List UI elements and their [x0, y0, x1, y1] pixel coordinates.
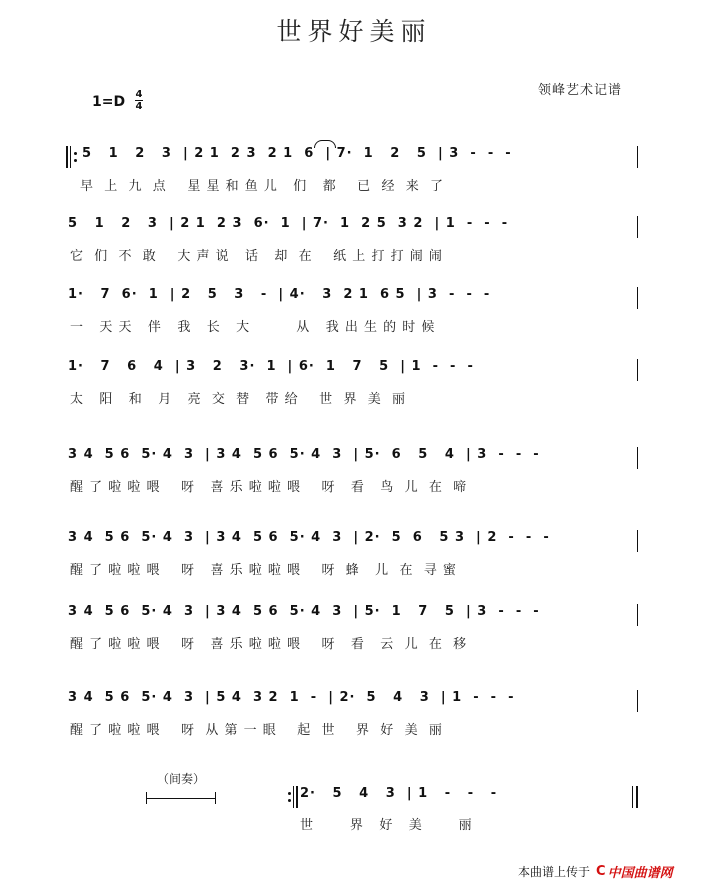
lyrics-row-2: 它 们 不 敢 大 声 说 话 却 在 纸 上 打 打 闹 闹 — [70, 249, 443, 263]
score-row-2 — [0, 216, 708, 276]
notes-row-2: 5 1 2 3 | 2 1 2 3 6· 1 | 7· 1 2 5 3 2 | 1 - - - — [68, 216, 509, 231]
transcriber-credit: 领峰艺术记谱 — [538, 83, 623, 98]
notes-row-4: 1· 7 6 4 | 3 2 3· 1 | 6· 1 7 5 | 1 - - - — [68, 359, 474, 374]
barline — [637, 447, 638, 469]
barline — [637, 604, 638, 626]
logo-mark-icon: C — [596, 863, 606, 879]
footer-text: 本曲谱上传于 — [518, 864, 591, 879]
lyrics-row-6: 醒 了 啦 啦 喂 呀 喜 乐 啦 啦 喂 呀 蜂 儿 在 寻 蜜 — [70, 563, 457, 577]
final-lyrics: 世 界 好 美 丽 — [300, 818, 473, 833]
song-title: 世界好美丽 — [276, 17, 432, 46]
score-row-3 — [0, 287, 708, 347]
key-signature: 1=D — [92, 94, 126, 110]
time-signature-top: 4 — [135, 89, 143, 100]
final-barline-thick — [636, 786, 638, 808]
barline — [637, 690, 638, 712]
tie-mark — [314, 140, 336, 148]
final-phrase — [0, 786, 708, 846]
score-row-8 — [0, 690, 708, 750]
lyrics-row-5: 醒 了 啦 啦 喂 呀 喜 乐 啦 啦 喂 呀 看 鸟 儿 在 啼 — [70, 480, 468, 494]
lyrics-row-1: 早 上 九 点 星 星 和 鱼 儿 们 都 已 经 来 了 — [80, 179, 444, 193]
barline — [637, 530, 638, 552]
final-barline-thin — [632, 786, 633, 808]
lyrics-row-8: 醒 了 啦 啦 喂 呀 从 第 一 眼 起 世 界 好 美 丽 — [70, 723, 443, 737]
score-row-7 — [0, 604, 708, 664]
barline — [637, 359, 638, 381]
site-logo[interactable] — [596, 862, 673, 881]
lyrics-row-3: 一 天 天 伴 我 长 大 从 我 出 生 的 时 候 — [70, 320, 436, 334]
barline — [637, 287, 638, 309]
lyrics-row-7: 醒 了 啦 啦 喂 呀 喜 乐 啦 啦 喂 呀 看 云 儿 在 移 — [70, 637, 468, 651]
final-notes: 2· 5 4 3 | 1 - - - — [300, 786, 498, 801]
notes-row-7: 3 4 5 6 5· 4 3 | 3 4 5 6 5· 4 3 | 5· 1 7 5 | 3 - - - — [68, 604, 540, 619]
notes-row-5: 3 4 5 6 5· 4 3 | 3 4 5 6 5· 4 3 | 5· 6 5 4 | 3 - - - — [68, 447, 540, 462]
interlude-label: （间奏） — [156, 772, 205, 786]
score-row-4 — [0, 359, 708, 419]
barline — [637, 216, 638, 238]
time-signature — [135, 89, 143, 112]
notes-row-6: 3 4 5 6 5· 4 3 | 3 4 5 6 5· 4 3 | 2· 5 6 5 3 | 2 - - - — [68, 530, 550, 545]
time-signature-bottom: 4 — [135, 101, 143, 112]
notes-row-8: 3 4 5 6 5· 4 3 | 5 4 3 2 1 - | 2· 5 4 3 | 1 - - - — [68, 690, 515, 705]
logo-text: 中国曲谱网 — [607, 865, 673, 881]
lyrics-row-4: 太 阳 和 月 亮 交 替 带 给 世 界 美 丽 — [70, 392, 406, 406]
upload-footer — [518, 860, 673, 882]
score-row-5 — [0, 447, 708, 507]
notes-row-1: 5 1 2 3 | 2 1 2 3 2 1 6 | 7· 1 2 5 | 3 - - - — [82, 146, 512, 161]
notes-row-3: 1· 7 6· 1 | 2 5 3 - | 4· 3 2 1 6 5 | 3 - - - — [68, 287, 491, 302]
score-row-1 — [0, 146, 708, 206]
barline — [637, 146, 638, 168]
score-row-6 — [0, 530, 708, 590]
